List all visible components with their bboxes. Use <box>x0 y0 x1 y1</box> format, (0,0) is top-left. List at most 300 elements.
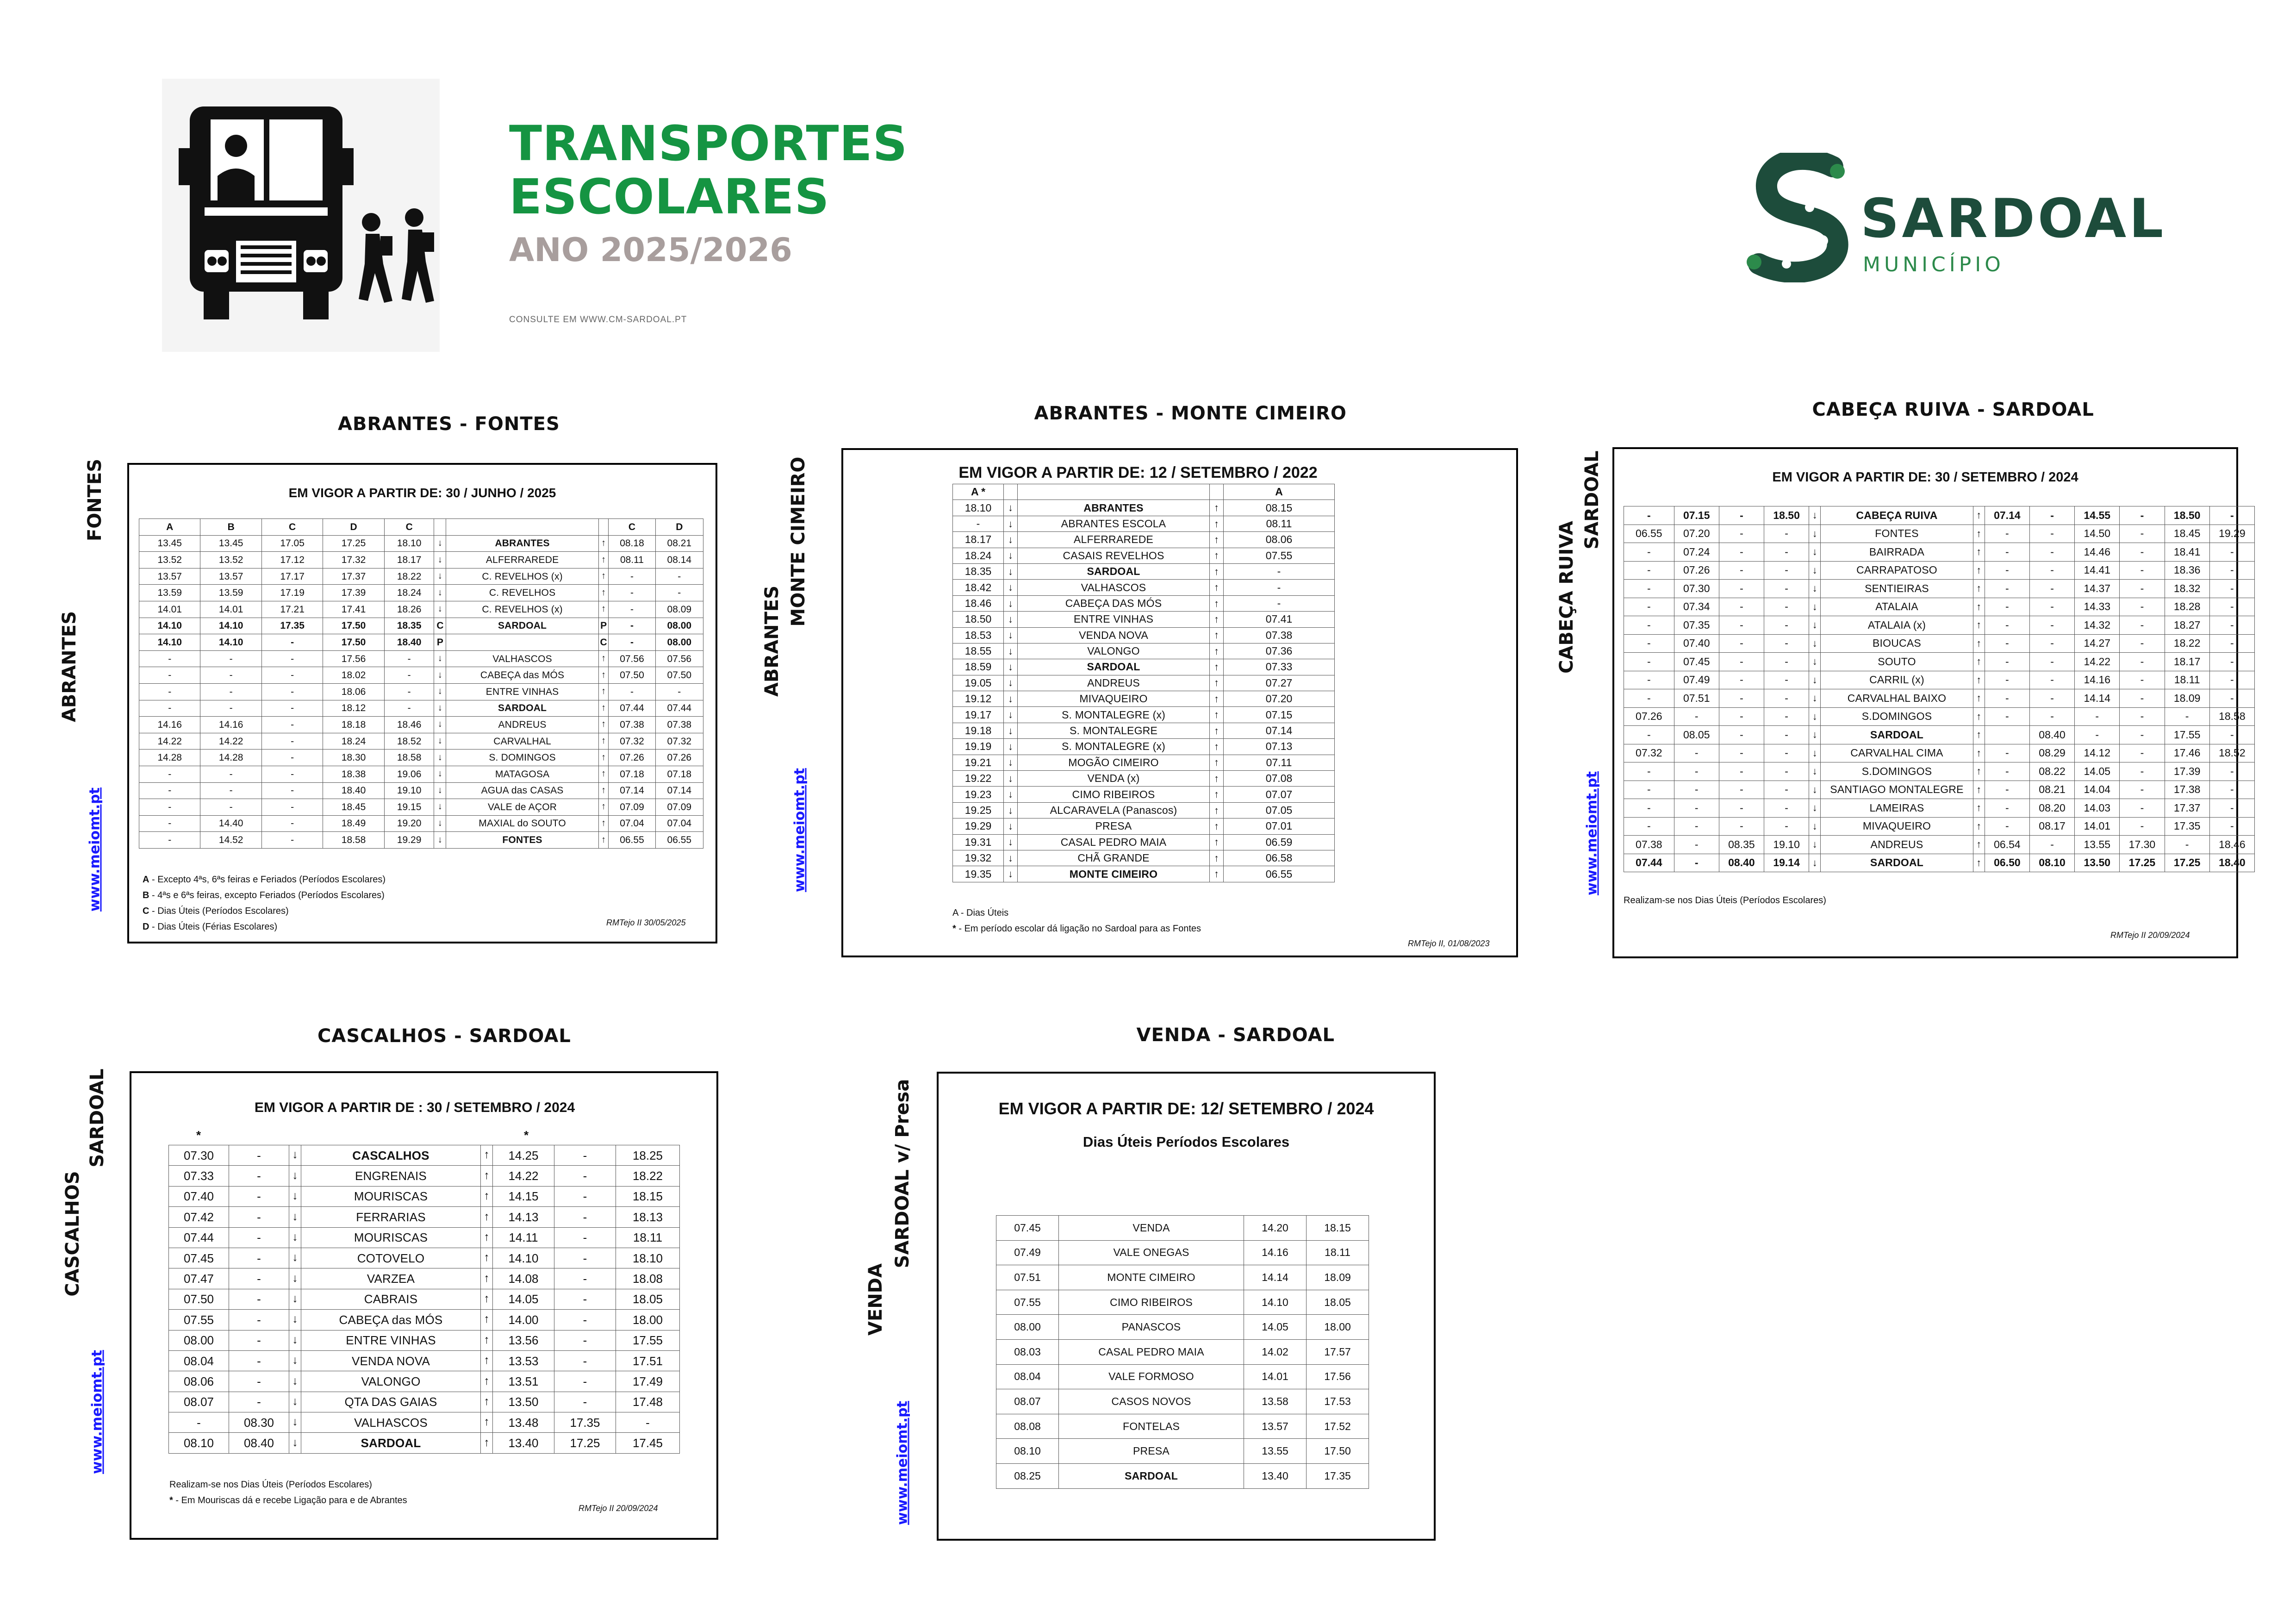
notes-abrantes-monte-cimeiro <box>952 905 1201 937</box>
time-cell: - <box>261 815 323 832</box>
time-cell: 19.05 <box>953 675 1004 691</box>
time-cell: - <box>261 832 323 849</box>
spacer-cell <box>1335 866 1413 882</box>
time-cell: 08.22 <box>2029 762 2074 781</box>
time-cell: 08.08 <box>996 1414 1059 1439</box>
up-arrow-icon: ↑ <box>598 585 609 601</box>
time-cell: - <box>200 766 261 782</box>
section-title-cascalhos-sardoal: CASCALHOS - SARDOAL <box>317 1025 571 1047</box>
time-cell: - <box>1985 525 2029 543</box>
time-cell: - <box>2029 561 2074 580</box>
time-cell: 18.30 <box>323 750 384 766</box>
up-arrow-icon: ↑ <box>1210 532 1224 548</box>
time-cell: 17.50 <box>1307 1439 1369 1464</box>
table-row <box>953 580 1413 595</box>
down-arrow-icon: ↓ <box>1004 612 1018 627</box>
time-cell: - <box>1719 817 1764 836</box>
down-arrow-icon: ↓ <box>434 535 446 552</box>
down-arrow-icon: ↓ <box>289 1330 301 1350</box>
time-cell: 14.22 <box>139 733 200 750</box>
time-cell: 18.12 <box>323 700 384 717</box>
time-cell: 19.14 <box>1764 854 1809 872</box>
time-cell: - <box>609 618 655 634</box>
time-cell: 14.01 <box>200 601 261 618</box>
time-cell: - <box>1674 854 1719 872</box>
stop-name: SARDOAL <box>1018 563 1210 579</box>
time-cell: 17.12 <box>261 552 323 568</box>
table-row <box>139 667 703 684</box>
section-title-cabeca-ruiva-sardoal: CABEÇA RUIVA - SARDOAL <box>1812 399 2094 420</box>
time-cell: - <box>655 568 703 585</box>
time-cell: - <box>2120 726 2165 744</box>
board-subheading: Dias Úteis Períodos Escolares <box>1083 1134 1290 1150</box>
time-cell: 13.58 <box>1244 1389 1307 1414</box>
note: A - Dias Úteis <box>952 908 1009 918</box>
time-cell: 07.44 <box>169 1227 229 1248</box>
time-cell: - <box>200 700 261 717</box>
time-cell: - <box>1985 799 2029 818</box>
time-cell: 14.10 <box>493 1248 554 1268</box>
up-arrow-icon: ↑ <box>1973 525 1985 543</box>
table-row <box>139 568 703 585</box>
time-cell: - <box>1624 561 1674 580</box>
time-cell: - <box>2209 817 2254 836</box>
table-row <box>139 782 703 799</box>
time-cell: - <box>2029 525 2074 543</box>
time-cell: 06.55 <box>1224 866 1335 882</box>
timetable-abrantes-monte-cimeiro <box>952 484 1413 882</box>
time-cell: - <box>2029 634 2074 653</box>
stop-name: SARDOAL <box>446 700 599 717</box>
spacer-cell <box>1335 802 1413 818</box>
time-cell: - <box>2165 707 2209 726</box>
time-cell: - <box>1985 653 2029 671</box>
time-cell: 07.35 <box>1674 616 1719 635</box>
table-row <box>139 683 703 700</box>
table-row <box>953 659 1413 675</box>
time-cell: - <box>1719 616 1764 635</box>
time-cell: 07.11 <box>1224 755 1335 770</box>
time-cell: 07.45 <box>996 1216 1059 1241</box>
time-cell: 08.00 <box>655 634 703 651</box>
time-cell: - <box>2209 762 2254 781</box>
time-cell: 06.55 <box>655 832 703 849</box>
table-row <box>169 1412 680 1433</box>
time-cell: - <box>1624 580 1674 598</box>
time-cell: 07.50 <box>655 667 703 684</box>
time-cell: 07.20 <box>1224 691 1335 707</box>
spacer-cell <box>1335 675 1413 691</box>
side-label-abrantes: ABRANTES <box>59 611 80 723</box>
table-row <box>953 834 1413 850</box>
time-cell: 08.15 <box>1224 500 1335 516</box>
table-row <box>953 723 1413 738</box>
table-row <box>953 532 1413 548</box>
note: D - Dias Úteis (Férias Escolares) <box>143 922 278 932</box>
time-cell: - <box>200 667 261 684</box>
time-cell: 08.20 <box>2029 799 2074 818</box>
stop-name: CABRAIS <box>301 1289 481 1309</box>
time-cell: 13.52 <box>139 552 200 568</box>
up-arrow-icon: ↑ <box>1973 671 1985 689</box>
stop-name: VALONGO <box>301 1371 481 1392</box>
down-arrow-icon: ↓ <box>289 1145 301 1166</box>
down-arrow-icon: ↓ <box>1004 516 1018 531</box>
down-arrow-icon: ↓ <box>289 1248 301 1268</box>
time-cell: - <box>261 733 323 750</box>
time-cell: 17.49 <box>616 1371 680 1392</box>
table-row <box>1624 598 2255 616</box>
time-cell: 07.26 <box>1624 707 1674 726</box>
time-cell: 14.02 <box>1244 1339 1307 1364</box>
time-cell: 14.22 <box>2075 653 2120 671</box>
stop-name: FERRARIAS <box>301 1207 481 1227</box>
time-cell: - <box>200 683 261 700</box>
stop-name: CASAIS REVELHOS <box>1018 548 1210 563</box>
up-arrow-icon: ↑ <box>481 1330 493 1350</box>
time-cell: 07.14 <box>1224 723 1335 738</box>
time-cell: 08.40 <box>2029 726 2074 744</box>
stop-name: CARVALHAL <box>446 733 599 750</box>
stop-name: C. REVELHOS (x) <box>446 568 599 585</box>
table-row <box>1624 634 2255 653</box>
down-arrow-icon: ↓ <box>1004 627 1018 643</box>
up-arrow-icon: ↑ <box>481 1310 493 1330</box>
time-cell: - <box>1764 580 1809 598</box>
time-cell: 08.25 <box>996 1463 1059 1488</box>
t5-body <box>996 1216 1369 1489</box>
down-arrow-icon: ↓ <box>1004 675 1018 691</box>
time-cell: 19.25 <box>953 802 1004 818</box>
time-cell: - <box>1624 689 1674 708</box>
time-cell: 17.53 <box>1307 1389 1369 1414</box>
up-arrow-icon: ↑ <box>481 1289 493 1309</box>
table-row <box>139 650 703 667</box>
stop-name: VALHASCOS <box>301 1412 481 1433</box>
time-cell: 07.26 <box>655 750 703 766</box>
down-arrow-icon: ↓ <box>1004 802 1018 818</box>
time-cell: 18.11 <box>616 1227 680 1248</box>
spacer-cell <box>1335 850 1413 866</box>
table-row <box>953 707 1413 723</box>
time-cell: 07.24 <box>1674 543 1719 562</box>
time-cell: - <box>1674 762 1719 781</box>
time-cell: 18.22 <box>2165 634 2209 653</box>
down-arrow-icon: ↓ <box>1809 781 1821 799</box>
time-cell: 14.16 <box>2075 671 2120 689</box>
section-title-abrantes-monte-cimeiro: ABRANTES - MONTE CIMEIRO <box>1034 403 1347 424</box>
up-arrow-icon: ↑ <box>481 1268 493 1289</box>
up-arrow-icon: ↑ <box>598 750 609 766</box>
stop-name: BAIRRADA <box>1821 543 1973 562</box>
time-cell: 07.04 <box>609 815 655 832</box>
time-cell: - <box>1719 744 1764 762</box>
time-cell: 18.58 <box>2209 707 2254 726</box>
time-cell: - <box>229 1166 289 1186</box>
time-cell: - <box>229 1268 289 1289</box>
down-arrow-icon: ↓ <box>1809 653 1821 671</box>
time-cell: - <box>2029 598 2074 616</box>
t3-body <box>1624 506 2255 872</box>
meiomt-link[interactable]: www.meiomt.pt <box>894 1401 911 1525</box>
table-row <box>139 766 703 782</box>
spacer-cell <box>1335 818 1413 834</box>
down-arrow-icon: ↓ <box>289 1166 301 1186</box>
stop-name: C. REVELHOS (x) <box>446 601 599 618</box>
table-row <box>169 1207 680 1227</box>
time-cell: - <box>261 750 323 766</box>
time-cell: - <box>1624 634 1674 653</box>
time-cell: 18.35 <box>384 618 434 634</box>
time-cell: 07.56 <box>655 650 703 667</box>
up-arrow-icon: ↑ <box>1973 854 1985 872</box>
up-arrow-icon: ↑ <box>598 717 609 733</box>
time-cell: 18.22 <box>384 568 434 585</box>
time-cell: - <box>554 1371 616 1392</box>
up-arrow-icon: ↑ <box>481 1186 493 1206</box>
table-row <box>169 1166 680 1186</box>
time-cell: - <box>1674 836 1719 854</box>
up-arrow-icon: ↑ <box>481 1371 493 1392</box>
time-cell: - <box>2120 817 2165 836</box>
meiomt-link[interactable]: www.meiomt.pt <box>1584 771 1600 895</box>
time-cell: 08.40 <box>229 1433 289 1453</box>
time-cell: - <box>2075 707 2120 726</box>
time-cell: 18.50 <box>2165 506 2209 525</box>
time-cell: - <box>1985 781 2029 799</box>
meiomt-link[interactable]: www.meiomt.pt <box>791 768 808 892</box>
time-cell: 17.39 <box>323 585 384 601</box>
column-header: B <box>200 519 261 536</box>
stop-name: MONTE CIMEIRO <box>1059 1265 1244 1290</box>
time-cell: - <box>1985 689 2029 708</box>
time-cell: 08.06 <box>169 1371 229 1392</box>
stop-name: S. DOMINGOS <box>446 750 599 766</box>
stop-name: VENDA NOVA <box>301 1350 481 1371</box>
time-cell: 18.36 <box>2165 561 2209 580</box>
meiomt-link[interactable]: www.meiomt.pt <box>89 1350 106 1474</box>
time-cell: 17.25 <box>2120 854 2165 872</box>
time-cell: - <box>139 667 200 684</box>
time-cell: 07.26 <box>609 750 655 766</box>
note: A - Excepto 4ªs, 6ªs feiras e Feriados (Períodos Escolares) <box>143 874 386 885</box>
time-cell: 07.38 <box>1224 627 1335 643</box>
time-cell: - <box>1624 799 1674 818</box>
time-cell: 18.11 <box>1307 1240 1369 1265</box>
timetable-cabeca-ruiva-sardoal <box>1624 506 2255 872</box>
time-cell: 17.46 <box>2165 744 2209 762</box>
table-row <box>953 850 1413 866</box>
note: B - 4ªs e 6ªs feiras, excepto Feriados (Períodos Escolares) <box>143 890 385 900</box>
time-cell: - <box>1764 817 1809 836</box>
time-cell: - <box>384 683 434 700</box>
time-cell: - <box>2029 616 2074 635</box>
table-row <box>953 612 1413 627</box>
time-cell: 14.14 <box>1244 1265 1307 1290</box>
title-line-2: ESCOLARES <box>509 169 830 225</box>
table-row <box>139 618 703 634</box>
table-row <box>1624 671 2255 689</box>
stop-name: CHÃ GRANDE <box>1018 850 1210 866</box>
time-cell: 18.46 <box>2209 836 2254 854</box>
stop-name: CARVALHAL BAIXO <box>1821 689 1973 708</box>
time-cell: 07.55 <box>1224 548 1335 563</box>
time-cell: 06.55 <box>609 832 655 849</box>
time-cell: 17.50 <box>323 634 384 651</box>
notes-abrantes-fontes <box>143 872 386 935</box>
table-row <box>953 866 1413 882</box>
down-arrow-icon: ↓ <box>289 1227 301 1248</box>
column-header: A <box>139 519 200 536</box>
down-arrow-icon: ↓ <box>1004 723 1018 738</box>
stop-name: ENGRENAIS <box>301 1166 481 1186</box>
down-arrow-icon: ↓ <box>434 585 446 601</box>
time-cell: 14.28 <box>200 750 261 766</box>
stop-name: PRESA <box>1018 818 1210 834</box>
stop-name: VARZEA <box>301 1268 481 1289</box>
time-cell: 17.25 <box>554 1433 616 1453</box>
time-cell: - <box>1764 634 1809 653</box>
time-cell: 17.35 <box>1307 1463 1369 1488</box>
time-cell: 14.55 <box>2075 506 2120 525</box>
spacer-cell <box>1335 787 1413 802</box>
time-cell: - <box>2209 561 2254 580</box>
up-arrow-icon: ↑ <box>1973 598 1985 616</box>
time-cell: - <box>229 1227 289 1248</box>
table-row <box>996 1463 1369 1488</box>
time-cell: 18.27 <box>2165 616 2209 635</box>
up-arrow-icon: ↑ <box>1210 563 1224 579</box>
stop-name: CASOS NOVOS <box>1059 1389 1244 1414</box>
time-cell: - <box>2029 543 2074 562</box>
time-cell: - <box>1719 689 1764 708</box>
table-row <box>1624 689 2255 708</box>
time-cell: 14.10 <box>1244 1290 1307 1315</box>
time-cell: 18.35 <box>953 563 1004 579</box>
time-cell: 07.42 <box>169 1207 229 1227</box>
time-cell: 13.50 <box>2075 854 2120 872</box>
board-heading: EM VIGOR A PARTIR DE: 12/ SETEMBRO / 2024 <box>998 1099 1374 1118</box>
time-cell: 17.19 <box>261 585 323 601</box>
table-row <box>953 755 1413 770</box>
table-row <box>953 627 1413 643</box>
spacer-cell <box>1335 532 1413 548</box>
time-cell: - <box>1624 598 1674 616</box>
notes-cascalhos <box>169 1477 407 1508</box>
down-arrow-icon: ↓ <box>1809 525 1821 543</box>
table-row <box>953 802 1413 818</box>
down-arrow-icon: ↓ <box>289 1433 301 1453</box>
time-cell: - <box>261 700 323 717</box>
time-cell: - <box>2209 580 2254 598</box>
table-row <box>169 1310 680 1330</box>
table-row <box>139 733 703 750</box>
stop-name: QTA DAS GAIAS <box>301 1392 481 1412</box>
stop-name: VALHASCOS <box>446 650 599 667</box>
time-cell: - <box>1764 525 1809 543</box>
time-cell: 19.19 <box>953 739 1004 755</box>
down-arrow-icon: ↓ <box>434 750 446 766</box>
stop-name: SARDOAL <box>446 618 599 634</box>
time-cell: 07.36 <box>1224 643 1335 659</box>
time-cell: - <box>1624 817 1674 836</box>
time-cell: - <box>554 1330 616 1350</box>
time-cell: - <box>609 585 655 601</box>
time-cell: 08.04 <box>996 1364 1059 1389</box>
table-row <box>996 1265 1369 1290</box>
time-cell: - <box>609 634 655 651</box>
time-cell: - <box>2029 653 2074 671</box>
down-arrow-icon: ↓ <box>434 667 446 684</box>
time-cell: 08.07 <box>996 1389 1059 1414</box>
time-cell: - <box>1674 707 1719 726</box>
down-arrow-icon: ↓ <box>289 1371 301 1392</box>
table-row <box>996 1339 1369 1364</box>
table-row <box>169 1330 680 1350</box>
down-arrow-icon: ↓ <box>1809 580 1821 598</box>
time-cell: - <box>1764 726 1809 744</box>
stop-name: COTOVELO <box>301 1248 481 1268</box>
time-cell: 18.18 <box>323 717 384 733</box>
down-arrow-icon: ↓ <box>289 1289 301 1309</box>
time-cell: - <box>554 1392 616 1412</box>
time-cell: - <box>1764 543 1809 562</box>
time-cell: - <box>261 766 323 782</box>
down-arrow-icon: ↓ <box>1004 850 1018 866</box>
time-cell: - <box>1719 525 1764 543</box>
meiomt-link[interactable]: www.meiomt.pt <box>87 787 103 912</box>
up-arrow-icon: ↑ <box>1210 787 1224 802</box>
time-cell: 18.41 <box>2165 543 2209 562</box>
table-row <box>953 595 1413 611</box>
time-cell: 18.49 <box>323 815 384 832</box>
time-cell: - <box>2029 689 2074 708</box>
time-cell: - <box>2209 653 2254 671</box>
time-cell: 18.15 <box>616 1186 680 1206</box>
time-cell: 18.17 <box>2165 653 2209 671</box>
time-cell: 18.46 <box>384 717 434 733</box>
spacer-cell <box>1335 643 1413 659</box>
time-cell: - <box>2029 580 2074 598</box>
up-arrow-icon: ↑ <box>481 1433 493 1453</box>
column-header: C <box>384 519 434 536</box>
up-arrow-icon: ↑ <box>481 1227 493 1248</box>
time-cell: 18.50 <box>1764 506 1809 525</box>
time-cell: 19.17 <box>953 707 1004 723</box>
stop-name: MATAGOSA <box>446 766 599 782</box>
spacer-cell <box>1335 771 1413 787</box>
time-cell: - <box>1674 781 1719 799</box>
table-row <box>953 500 1413 516</box>
time-cell: - <box>1985 616 2029 635</box>
time-cell: 17.48 <box>616 1392 680 1412</box>
down-arrow-icon: ↓ <box>1809 799 1821 818</box>
time-cell: 19.29 <box>953 818 1004 834</box>
down-arrow-icon: ↓ <box>1809 543 1821 562</box>
time-cell: 13.55 <box>2075 836 2120 854</box>
time-cell: 17.37 <box>2165 799 2209 818</box>
down-arrow-icon: ↓ <box>1809 561 1821 580</box>
time-cell: 07.30 <box>169 1145 229 1166</box>
time-cell: - <box>1764 671 1809 689</box>
table-row <box>953 548 1413 563</box>
board-heading: EM VIGOR A PARTIR DE: 30 / JUNHO / 2025 <box>288 486 556 500</box>
table-row <box>1624 707 2255 726</box>
column-header: C <box>261 519 323 536</box>
table-row <box>139 552 703 568</box>
time-cell: 07.14 <box>1985 506 2029 525</box>
time-cell: 13.50 <box>493 1392 554 1412</box>
